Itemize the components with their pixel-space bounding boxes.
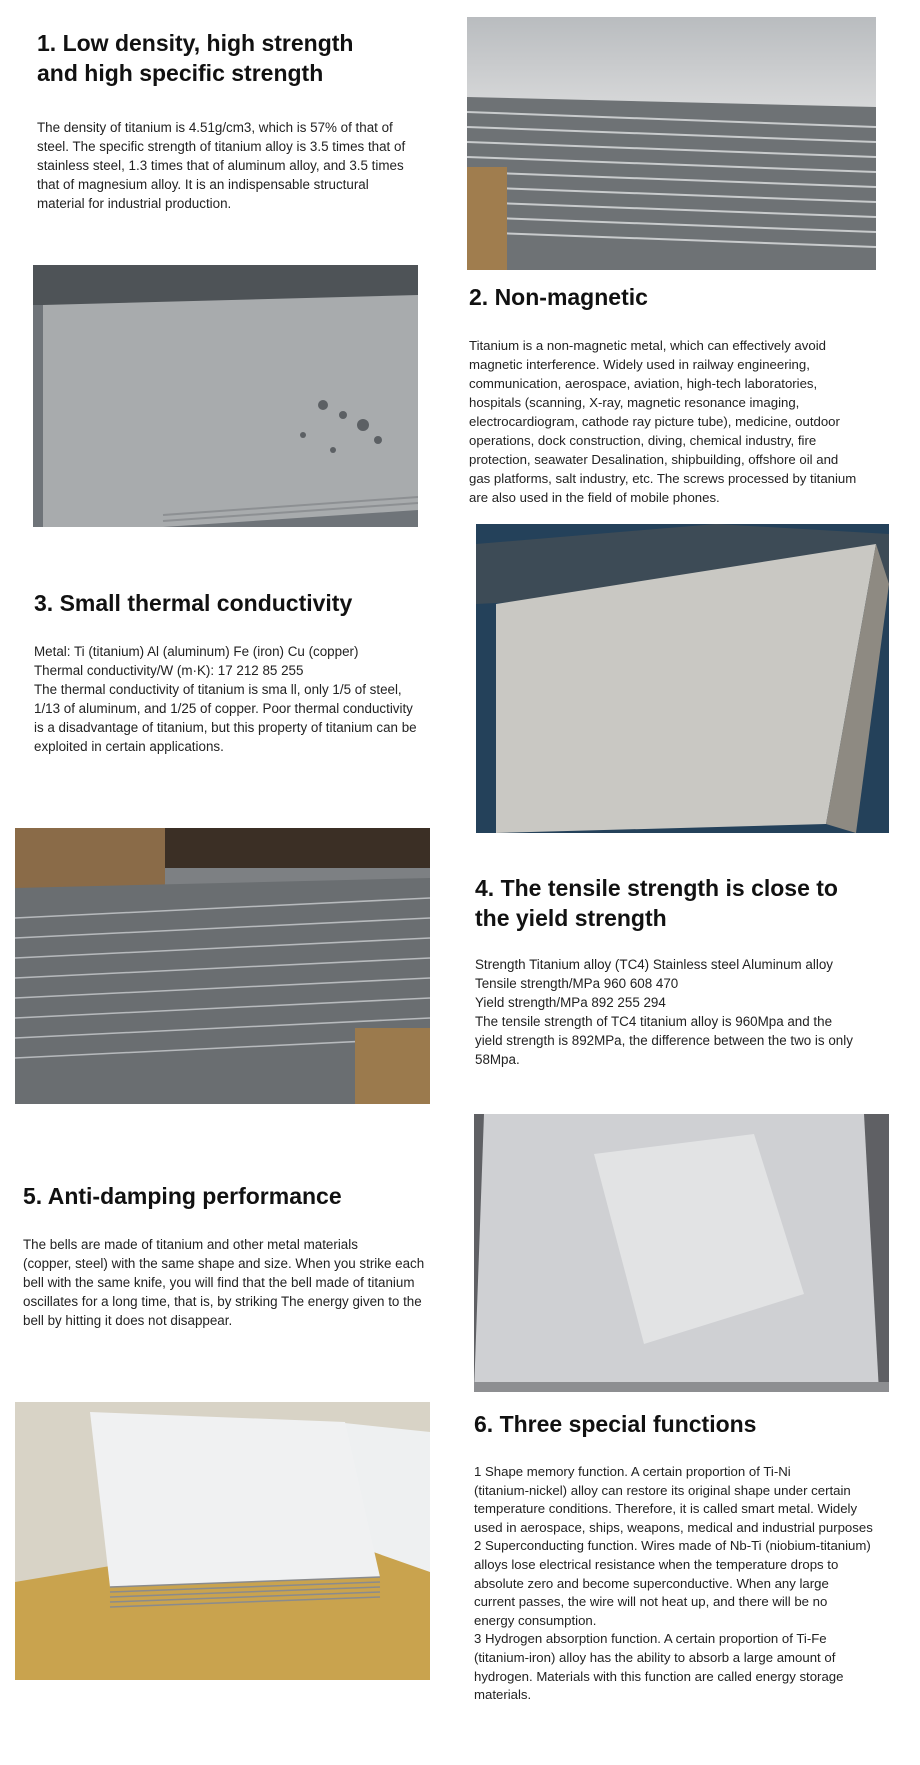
photo-sheet-stack [467, 17, 876, 270]
section-2-body: Titanium is a non-magnetic metal, which can effectively avoid magnetic interference. Widely used in railway engineering, communication, aerospace, aviation, high-tech laboratories, hospitals (scanning, X-ray, magnetic resonance imaging, electrocardiogram, cathode ray picture tube), medicine, outdoor operations, dock construction, diving, chemical industry, fire protection, seawater Desalination, shipbuilding, offshore oil and gas platforms, salt industry, etc. The screws processed by titanium are also used in the field of mobile phones. [469, 338, 857, 505]
section-1-body: The density of titanium is 4.51g/cm3, which is 57% of that of steel. The specific strength of titanium alloy is 3.5 times that of stainless steel, 1.3 times that of aluminum alloy, and 3.5 times that of magnesium alloy. It is an indispensable structural material for industrial production. [37, 120, 406, 211]
photo-brushed-plate [474, 1114, 889, 1392]
section-4 [475, 873, 905, 1069]
section-6-heading: 6. Three special functions [474, 1411, 757, 1437]
section-4-body: Strength Titanium alloy (TC4) Stainless steel Aluminum alloy Tensile strength/MPa 960 608 470 Yield strength/MPa 892 255 294 The tensile strength of TC4 titanium alloy is 960Mpa and the yield strength is 892MPa, the difference between the two is only 58Mpa. [475, 957, 853, 1067]
section-4-heading: 4. The tensile strength is close to the yield strength [475, 875, 838, 931]
section-3 [34, 588, 454, 756]
section-3-heading: 3. Small thermal conductivity [34, 590, 353, 616]
section-5 [23, 1181, 463, 1330]
section-2-heading: 2. Non-magnetic [469, 284, 648, 310]
section-2 [469, 282, 899, 507]
photo-plates-on-paper [15, 1402, 430, 1680]
photo-plate-on-stack [476, 524, 889, 833]
photo-stacked-sheets-side [15, 828, 430, 1104]
section-6-body: 1 Shape memory function. A certain proportion of Ti-Ni (titanium-nickel) alloy can restore its original shape under certain temperature conditions. Therefore, it is called smart metal. Widely used in aerospace, ships, weapons, medical and industrial purposes 2 Superconducting function. Wires made of Nb-Ti (niobium-titanium) alloys lose electrical resistance when the temperature drops to absolute zero and become superconductive. When any large current passes, the wire will not heat up, and there will be no energy consumption. 3 Hydrogen absorption function. A certain proportion of Ti-Fe (titanium-iron) alloy has the ability to absorb a large amount of hydrogen. Materials with this function are called energy storage materials. [474, 1464, 873, 1703]
section-1-heading: 1. Low density, high strength and high specific strength [37, 30, 354, 86]
section-5-body: The bells are made of titanium and other metal materials (copper, steel) with the same shape and size. When you strike each bell with the same knife, you will find that the bell made of titanium oscillates for a long time, that is, by striking The energy given to the bell by hitting it does not disappear. [23, 1237, 425, 1328]
section-3-body: Metal: Ti (titanium) Al (aluminum) Fe (iron) Cu (copper) Thermal conductivity/W (m·K): 17 212 85 255 The thermal conductivity of titanium is sma ll, only 1/5 of steel, 1/13 of aluminum, and 1/25 of copper. Poor thermal conductivity is a disadvantage of titanium, but this property of titanium can be exploited in certain applications. [34, 644, 417, 754]
photo-plate-marks [33, 265, 418, 527]
section-5-heading: 5. Anti-damping performance [23, 1183, 342, 1209]
section-1 [37, 28, 437, 213]
section-6 [474, 1409, 914, 1705]
